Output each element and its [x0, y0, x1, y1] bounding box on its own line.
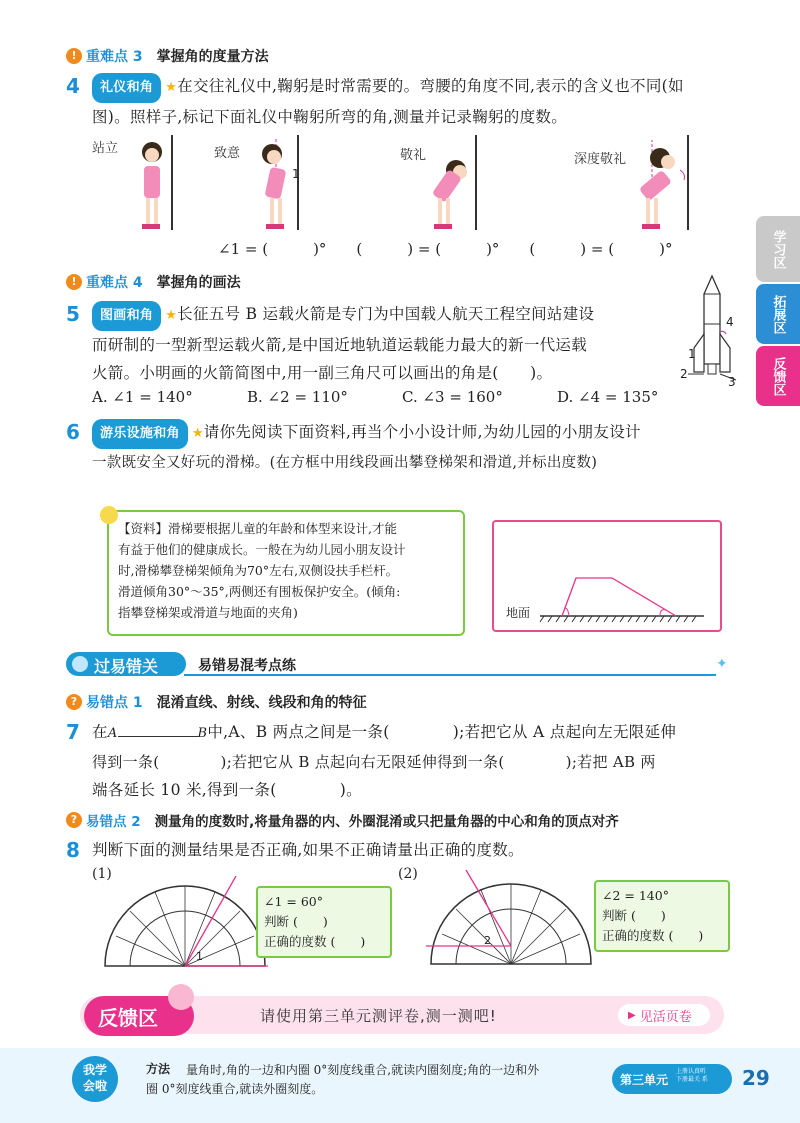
star-icon: ★ — [165, 80, 178, 95]
question-text: 图)。照样子,标记下面礼仪中鞠躬所弯的角,测量并记录鞠躬的度数。 — [92, 108, 568, 126]
question-text: 中,A、B 两点之间是一条( );若把它从 A 点起向左无限延伸 — [207, 723, 677, 741]
judge-blank[interactable]: 判断 ( ) — [602, 908, 666, 923]
unit-label: 第三单元 — [620, 1073, 669, 1087]
alert-icon: ! — [66, 48, 82, 64]
point-b: B — [197, 726, 208, 741]
protractor-2 — [426, 864, 596, 970]
question-8-text: 判断下面的测量结果是否正确,如果不正确请量出正确的度数。 — [92, 841, 524, 859]
angle-mark: 1 — [292, 167, 300, 181]
rocket-label: 2 — [680, 367, 688, 381]
ground-label: 地面 — [506, 606, 531, 620]
topic-pill: 图画和角 — [92, 301, 161, 331]
pose-label: 敬礼 — [400, 148, 427, 163]
question-5 — [92, 300, 692, 387]
star-icon: ★ — [191, 426, 204, 441]
question-number: 5 — [66, 302, 80, 326]
section-header — [66, 652, 734, 676]
answer-blanks: ∠1 = ( )° ( ) = ( )° ( ) = ( )° — [218, 240, 673, 258]
option-a[interactable]: A. ∠1 = 140° — [92, 388, 193, 406]
figure-standing — [142, 135, 172, 230]
info-text — [118, 518, 458, 623]
key-point-tag: 重难点 3 — [86, 49, 143, 65]
alert-icon: ! — [66, 274, 82, 290]
question-text: 请你先阅读下面资料,再当个小小设计师,为幼儿园的小朋友设计 — [203, 423, 641, 441]
unit-sub: 上册认真听 下册最关 系 — [676, 1068, 708, 1083]
rocket-label: 1 — [688, 347, 696, 361]
key-point-tag: 重难点 4 — [86, 275, 143, 291]
mascot-icon — [168, 984, 194, 1010]
question-icon: ? — [66, 694, 82, 710]
rocket-label: 4 — [726, 315, 734, 329]
info-line: 【资料】滑梯要根据儿童的年龄和体型来设计,才能 — [118, 521, 397, 536]
topic-pill: 礼仪和角 — [92, 73, 161, 103]
feedback-button[interactable] — [618, 1004, 710, 1026]
question-text: 在交往礼仪中,鞠躬是时常需要的。弯腰的角度不同,表示的含义也不同(如 — [177, 77, 684, 95]
options — [92, 388, 692, 406]
question-7 — [92, 718, 742, 804]
part-label: (2) — [398, 866, 418, 882]
error-tag: 易错点 2 — [86, 814, 141, 830]
question-number: 6 — [66, 420, 80, 444]
feedback-button-label: 见活页卷 — [639, 1009, 692, 1025]
figure-greeting — [262, 135, 300, 230]
part-label: (1) — [92, 866, 112, 882]
method-line: 量角时,角的一边和内圈 0°刻度线重合,就读内圈刻度;角的一边和外 — [186, 1063, 540, 1077]
question-text: 在 — [92, 723, 108, 741]
pose-label: 深度敬礼 — [574, 152, 627, 167]
tab-study[interactable]: 学习区 — [756, 216, 800, 282]
correct-degree-blank[interactable]: 正确的度数 ( ) — [602, 928, 704, 943]
question-6 — [92, 418, 742, 477]
error-text: 混淆直线、射线、线段和角的特征 — [156, 695, 367, 711]
figure-deep-bow — [639, 135, 688, 230]
error-tag: 易错点 1 — [86, 695, 143, 711]
answer-1 — [264, 892, 365, 952]
correct-degree-blank[interactable]: 正确的度数 ( ) — [264, 934, 366, 949]
point-a: A — [107, 726, 118, 741]
badge-line: 会啦 — [82, 1079, 107, 1093]
section-subtitle: 易错易混考点练 — [198, 658, 296, 674]
option-b[interactable]: B. ∠2 = 110° — [247, 388, 348, 406]
question-text: 长征五号 B 运载火箭是专门为中国载人航天工程空间站建设 — [177, 305, 595, 323]
question-number: 7 — [66, 720, 80, 744]
question-text: 端各延长 10 米,得到一条( )。 — [92, 781, 362, 799]
protractor-1 — [100, 876, 270, 972]
pose-label: 致意 — [214, 146, 241, 161]
judge-blank[interactable]: 判断 ( ) — [264, 914, 328, 929]
feedback-title: 反馈区 — [98, 1006, 158, 1030]
feedback-text: 请使用第三单元测评卷,测一测吧! — [260, 1007, 497, 1025]
angle-mark: 2 — [484, 934, 491, 947]
section-title: 过易错关 — [94, 657, 159, 676]
rocket-label: 3 — [728, 375, 736, 389]
angle-value: ∠1 = 60° — [264, 894, 324, 909]
option-c[interactable]: C. ∠3 = 160° — [402, 388, 503, 406]
question-number: 4 — [66, 74, 80, 98]
section-underline — [184, 674, 716, 676]
info-line: 时,滑梯攀登梯架倾角为70°左右,双侧设扶手栏杆。 — [118, 563, 399, 578]
info-line: 滑道倾角30°～35°,两侧还有围板保护安全。(倾角: — [118, 584, 401, 599]
answer-2 — [602, 886, 703, 946]
method-label: 方法 — [146, 1062, 171, 1076]
segment-line — [118, 722, 198, 737]
question-text: 火箭。小明画的火箭简图中,用一副三角尺可以画出的角是( )。 — [92, 364, 553, 382]
topic-pill: 游乐设施和角 — [92, 419, 188, 449]
method-text — [186, 1060, 606, 1080]
error-point-2 — [66, 810, 619, 830]
rocket-diagram — [680, 274, 744, 390]
angle-mark: 1 — [196, 950, 203, 963]
key-point-4 — [66, 272, 241, 292]
key-point-text: 掌握角的画法 — [156, 275, 241, 291]
angle-value: ∠2 = 140° — [602, 888, 669, 903]
info-line: 指攀登梯架或滑道与地面的夹角) — [118, 605, 298, 620]
method-line: 圈 0°刻度线重合,就读外圈刻度。 — [146, 1082, 324, 1096]
star-icon: ★ — [165, 308, 178, 323]
tab-feedback[interactable]: 反馈区 — [756, 346, 800, 406]
play-icon: ▶ — [628, 1009, 636, 1021]
page-number: 29 — [742, 1066, 770, 1090]
option-d[interactable]: D. ∠4 = 135° — [557, 388, 659, 406]
question-text: 一款既安全又好玩的滑梯。(在方框中用线段画出攀登梯架和滑道,并标出度数) — [92, 455, 598, 471]
key-point-text: 掌握角的度量方法 — [156, 49, 269, 65]
error-text: 测量角的度数时,将量角器的内、外圈混淆或只把量角器的中心和角的顶点对齐 — [154, 814, 619, 830]
question-text: 而研制的一型新型运载火箭,是中国近地轨道运载能力最大的新一代运载 — [92, 336, 588, 354]
error-point-1 — [66, 692, 367, 712]
question-4 — [92, 72, 742, 131]
badge-line: 我学 — [82, 1063, 107, 1077]
pose-label: 站立 — [92, 141, 119, 156]
question-icon: ? — [66, 812, 82, 828]
figure-salute — [432, 135, 476, 230]
question-number: 8 — [66, 838, 80, 862]
info-line: 有益于他们的健康成长。一般在为幼儿园小朋友设计 — [118, 542, 406, 557]
tab-expand[interactable]: 拓展区 — [756, 284, 800, 344]
mascot-icon — [72, 656, 88, 672]
star-icon: ✦ — [716, 656, 728, 672]
footer-badge-text — [80, 1062, 110, 1094]
key-point-3 — [66, 46, 269, 66]
bulb-icon — [100, 506, 118, 524]
question-text: 得到一条( );若把它从 B 点起向右无限延伸得到一条( );若把 AB 两 — [92, 753, 656, 771]
